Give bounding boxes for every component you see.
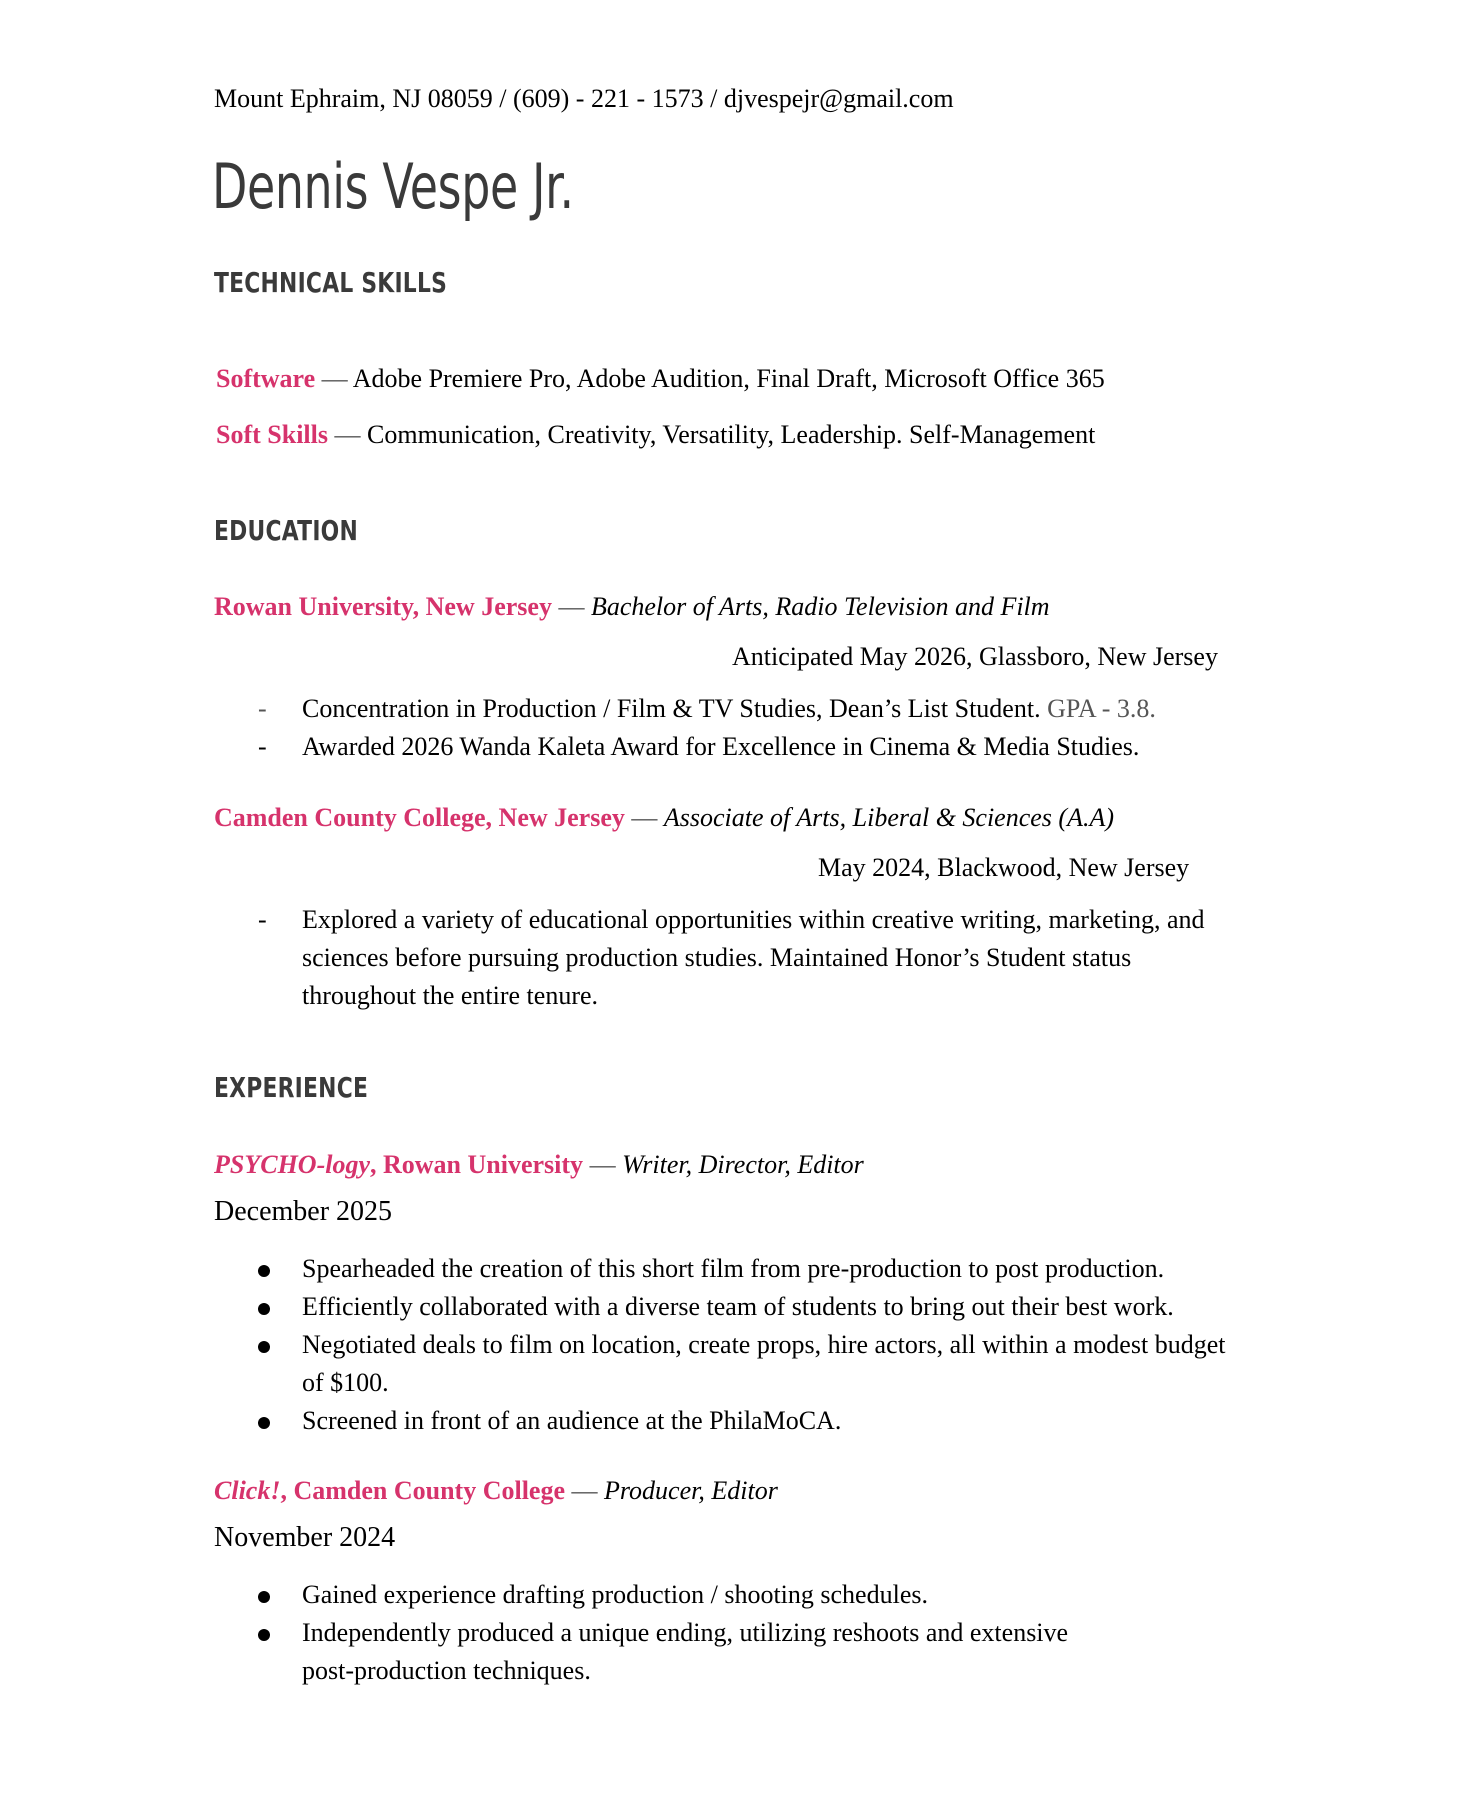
- bullet-dot: [258, 1591, 270, 1603]
- school-name: Camden County College, New Jersey: [214, 803, 625, 832]
- education-bullets: [214, 690, 1254, 766]
- experience-entry-title: [214, 1150, 864, 1180]
- education-date-location: May 2024, Blackwood, New Jersey: [818, 853, 1190, 882]
- contact-line: Mount Ephraim, NJ 08059 / (609) - 221 - 1573 / djvespejr@gmail.com: [214, 84, 954, 113]
- dash-marker: -: [258, 905, 267, 934]
- skill-row-software: [216, 364, 1105, 394]
- bullet-text-line: Negotiated deals to film on location, create props, hire actors, all within a modest budget: [302, 1330, 1226, 1359]
- dash-marker: -: [258, 694, 267, 723]
- list-item: [214, 1402, 1254, 1440]
- bullet-text-line: Gained experience drafting production / shooting schedules.: [302, 1580, 928, 1609]
- candidate-name: Dennis Vespe Jr.: [212, 150, 574, 223]
- experience-date: November 2024: [214, 1522, 396, 1553]
- role: Producer, Editor: [604, 1476, 778, 1505]
- education-date-location: Anticipated May 2026, Glassboro, New Jersey: [732, 642, 1218, 671]
- education-bullets: [214, 901, 1254, 1015]
- list-item: [214, 1576, 1254, 1614]
- education-entry-title: [214, 803, 1114, 833]
- experience-heading: EXPERIENCE: [214, 1071, 369, 1104]
- experience-date: December 2025: [214, 1196, 393, 1227]
- list-item: [214, 1614, 1254, 1690]
- bullet-text-line: post-production techniques.: [302, 1656, 591, 1685]
- list-item: [214, 901, 1254, 1015]
- bullet-text-line: Spearheaded the creation of this short film from pre-production to post production.: [302, 1254, 1165, 1283]
- experience-bullets: [214, 1576, 1254, 1690]
- experience-separator: —: [565, 1476, 605, 1505]
- skills-heading: TECHNICAL SKILLS: [214, 266, 448, 299]
- education-separator: —: [551, 592, 591, 621]
- dash-marker: -: [258, 732, 267, 761]
- education-entry-title: [214, 592, 1050, 622]
- skill-value: Communication, Creativity, Versatility, Leadership. Self-Management: [367, 420, 1096, 449]
- bullet-text-line: Independently produced a unique ending, utilizing reshoots and extensive: [302, 1618, 1069, 1647]
- bullet-text-line: sciences before pursuing production studies. Maintained Honor’s Student status: [302, 943, 1132, 972]
- degree: Bachelor of Arts, Radio Television and Film: [590, 592, 1050, 621]
- list-item: [214, 1250, 1254, 1288]
- skill-label: Soft Skills: [216, 420, 328, 449]
- bullet-text: Concentration in Production / Film & TV Studies, Dean’s List Student.: [302, 694, 1041, 723]
- skill-label: Software: [216, 364, 316, 393]
- list-item: [214, 690, 1254, 728]
- education-separator: —: [624, 803, 664, 832]
- skill-value: Adobe Premiere Pro, Adobe Audition, Final Draft, Microsoft Office 365: [352, 364, 1105, 393]
- bullet-text-line: Explored a variety of educational opportunities within creative writing, marketing, and: [302, 905, 1205, 934]
- education-heading: EDUCATION: [214, 514, 358, 547]
- list-item: [214, 1288, 1254, 1326]
- bullet-dot: [258, 1417, 270, 1429]
- organization: , Rowan University: [370, 1150, 584, 1179]
- gpa-text: GPA - 3.8.: [1040, 694, 1156, 723]
- bullet-dot: [258, 1629, 270, 1641]
- project-title: PSYCHO-logy: [214, 1150, 370, 1179]
- project-title: Click!: [214, 1476, 281, 1505]
- list-item: [214, 728, 1254, 766]
- experience-bullets: [214, 1250, 1254, 1440]
- role: Writer, Director, Editor: [622, 1150, 864, 1179]
- bullet-text-line: Screened in front of an audience at the PhilaMoCA.: [302, 1406, 842, 1435]
- degree: Associate of Arts, Liberal & Sciences (A.A): [663, 803, 1115, 832]
- bullet-text: Awarded 2026 Wanda Kaleta Award for Excellence in Cinema & Media Studies.: [302, 732, 1140, 761]
- list-item: [214, 1326, 1254, 1402]
- experience-separator: —: [583, 1150, 623, 1179]
- school-name: Rowan University, New Jersey: [214, 592, 552, 621]
- skill-row-soft-skills: [216, 420, 1095, 450]
- skill-separator: —: [315, 364, 353, 393]
- bullet-text-line: Efficiently collaborated with a diverse team of students to bring out their best work.: [302, 1292, 1174, 1321]
- bullet-text-line: of $100.: [302, 1368, 389, 1397]
- skill-separator: —: [328, 420, 367, 449]
- bullet-dot: [258, 1341, 270, 1353]
- bullet-dot: [258, 1265, 270, 1277]
- bullet-text-line: throughout the entire tenure.: [302, 981, 599, 1010]
- organization: , Camden County College: [280, 1476, 566, 1505]
- bullet-dot: [258, 1303, 270, 1315]
- experience-entry-title: [214, 1476, 778, 1506]
